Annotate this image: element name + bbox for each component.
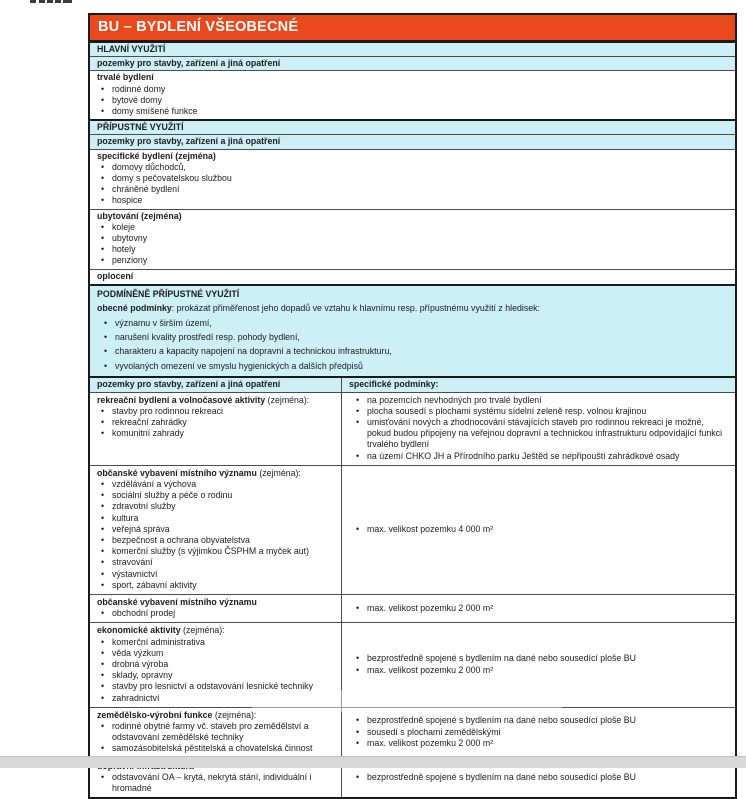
row-title-suffix: (zejména):: [265, 394, 310, 405]
list-item: [90, 84, 735, 95]
row-conditions-cell: [342, 466, 735, 594]
two-column-header-row: [90, 376, 735, 392]
table-row: [90, 623, 735, 707]
list-item-text: drobná výroba: [112, 658, 169, 669]
column-header-right: specifické podmínky:: [349, 379, 439, 390]
bullet-icon: •: [101, 83, 105, 94]
block-title: ubytování (zejména): [97, 210, 182, 221]
list-item: [342, 524, 735, 535]
row-title-suffix: (zejména):: [212, 709, 257, 720]
bullet-icon: •: [356, 394, 360, 405]
bullet-icon: •: [104, 346, 108, 357]
list-item-text: zahradnictví: [112, 692, 160, 703]
bullet-icon: •: [101, 557, 105, 568]
list-item: [90, 524, 341, 535]
bullet-icon: •: [101, 490, 105, 501]
row-conditions-cell: [342, 708, 735, 758]
bullet-icon: •: [101, 244, 105, 255]
zone-title: BU – BYDLENÍ VŠEOBECNÉ: [90, 15, 735, 42]
bullet-icon: •: [101, 579, 105, 590]
list-item: [90, 490, 341, 501]
table-row: [90, 393, 735, 466]
clipped-text-fragment: [30, 0, 72, 3]
list-item-text: sklady, opravny: [112, 670, 173, 681]
list-item: [90, 659, 341, 670]
land-use-regulation-table: [88, 13, 737, 799]
list-item: [342, 715, 735, 726]
list-item-text: komerční služby (s výjimkou ČSPHM a myček aut): [112, 546, 309, 557]
list-item-text: komunitní zahrady: [112, 428, 184, 439]
list-item-text: výstavnictví: [112, 568, 158, 579]
bullet-icon: •: [104, 332, 108, 343]
bullet-icon: •: [101, 546, 105, 557]
bullet-icon: •: [101, 106, 105, 117]
list-item-text: na území CHKO JH a Přírodního parku Ještěd se nepřipouští zahrádkové osady: [367, 450, 680, 461]
list-item-text: koleje: [112, 221, 135, 232]
list-item-text: zdravotní služby: [112, 501, 176, 512]
list-item: [90, 743, 341, 754]
bullet-icon: •: [101, 416, 105, 427]
bullet-icon: •: [101, 568, 105, 579]
list-item-text: stavby pro lesnictví a odstavování lesnické techniky: [112, 681, 313, 692]
bullet-icon: •: [356, 416, 360, 427]
list-item: [90, 162, 735, 173]
bullet-icon: •: [101, 405, 105, 416]
subheader-row: pozemky pro stavby, zařízení a jiná opatření: [90, 57, 735, 71]
list-item: [90, 173, 735, 184]
row-title-text: rekreační bydlení a volnočasové aktivity: [97, 394, 266, 405]
bullet-icon: •: [101, 658, 105, 669]
list-item: [342, 772, 735, 783]
list-item-text: chráněné bydlení: [112, 184, 180, 195]
conditional-header: PODMÍNĚNĚ PŘÍPUSTNÉ VYUŽITÍ: [97, 288, 240, 299]
list-item: [90, 693, 341, 704]
block-title: specifické bydlení (zejména): [97, 150, 216, 161]
row-title-suffix: (zejména):: [180, 625, 225, 636]
bullet-icon: •: [101, 233, 105, 244]
single-column-rows: [90, 41, 735, 377]
row-title: [90, 468, 341, 479]
list-item: [90, 648, 341, 659]
bullet-icon: •: [356, 653, 360, 664]
list-item-text: rodinné obytné farmy vč. staveb pro zemědělství a odstavování zemědělské techniky: [112, 720, 309, 743]
bullet-icon: •: [101, 771, 105, 782]
list-item-text: samozásobitelská pěstitelská a chovatelská činnost: [112, 743, 313, 754]
list-item-text: max. velikost pozemku 4 000 m²: [367, 523, 494, 534]
use-category-block: [90, 150, 735, 210]
list-item: [90, 417, 341, 428]
list-item: [90, 681, 341, 692]
list-item: [342, 451, 735, 462]
bullet-icon: •: [356, 602, 360, 613]
list-item-text: umisťování nových a zhodnocování stávajících staveb pro rodinnou rekreaci je možné, pokud budou připojeny na veřejnou dopravní a technickou infrastrukturu odpovídající funkci trvalého bydlení: [367, 416, 723, 450]
list-item: [90, 428, 341, 439]
bullet-icon: •: [356, 664, 360, 675]
use-category-block: [90, 210, 735, 270]
list-item: [90, 637, 341, 648]
list-item-text: bytové domy: [112, 94, 162, 105]
list-item: [90, 721, 341, 743]
list-item: [90, 344, 735, 358]
list-item-text: bezprostředně spojené s bydlením na dané nebo sousedící ploše BU: [367, 715, 636, 726]
list-item: [342, 665, 735, 676]
list-item: [90, 569, 341, 580]
list-item-text: domovy důchodců,: [112, 161, 186, 172]
bullet-icon: •: [101, 195, 105, 206]
row-title-suffix: (zejména):: [256, 467, 301, 478]
list-item: [90, 513, 341, 524]
bullet-icon: •: [101, 255, 105, 266]
list-item-text: sousedí s plochami zemědělskými: [367, 726, 501, 737]
list-item: [90, 195, 735, 206]
bullet-icon: •: [101, 184, 105, 195]
column-header-left: pozemky pro stavby, zařízení a jiná opatření: [90, 378, 342, 391]
bullet-icon: •: [101, 501, 105, 512]
list-item: [90, 106, 735, 117]
list-item: [90, 580, 341, 591]
bullet-icon: •: [101, 608, 105, 619]
list-item: [90, 406, 341, 417]
list-item-text: veřejná správa: [112, 523, 170, 534]
conditional-use-section: [90, 284, 735, 377]
list-item-text: domy smíšené funkce: [112, 106, 198, 117]
list-item: [90, 95, 735, 106]
list-item: [90, 244, 735, 255]
list-item-text: rodinné domy: [112, 83, 166, 94]
row-title: [90, 625, 341, 636]
row-title: [90, 395, 341, 406]
list-item-text: narušení kvality prostředí resp. pohody bydlení,: [115, 332, 300, 343]
list-item: [342, 738, 735, 749]
bullet-icon: •: [101, 534, 105, 545]
two-column-rows: [90, 393, 735, 798]
section-header-row: PŘÍPUSTNÉ VYUŽITÍ: [90, 119, 735, 135]
list-item: [90, 479, 341, 490]
table-row: [90, 466, 735, 595]
list-item: [90, 670, 341, 681]
list-item-text: hospice: [112, 195, 143, 206]
row-left-cell: [90, 466, 342, 594]
general-conditions-line: [90, 301, 735, 315]
list-item: [90, 535, 341, 546]
bullet-icon: •: [101, 681, 105, 692]
list-item-text: stravování: [112, 557, 153, 568]
row-left-cell: [90, 393, 342, 465]
list-item: [342, 406, 735, 417]
bullet-icon: •: [356, 523, 360, 534]
list-item-text: hotely: [112, 244, 136, 255]
row-title-text: občanské vybavení místního významu: [97, 467, 257, 478]
bullet-icon: •: [356, 771, 360, 782]
list-item: [342, 727, 735, 738]
list-item: [90, 557, 341, 568]
list-item-text: sociální služby a péče o rodinu: [112, 490, 233, 501]
bullet-icon: •: [101, 647, 105, 658]
use-category-block: [90, 270, 735, 285]
bullet-icon: •: [101, 636, 105, 647]
subheader-row: pozemky pro stavby, zařízení a jiná opatření: [90, 135, 735, 149]
list-item-text: ubytovny: [112, 233, 148, 244]
bullet-icon: •: [356, 405, 360, 416]
list-item-text: vyvolaných omezení ve smyslu hygienických a dalších předpisů: [115, 360, 363, 371]
list-item-text: plocha sousedí s plochami systému sídelní zeleně resp. volnou krajinou: [367, 405, 647, 416]
list-item: [342, 603, 735, 614]
row-title: [90, 710, 341, 721]
list-item-text: obchodní prodej: [112, 608, 176, 619]
row-title-text: občanské vybavení místního významu: [97, 596, 257, 607]
row-title-text: ekonomické aktivity: [97, 625, 181, 636]
use-category-block: [90, 71, 735, 120]
row-conditions-cell: [342, 393, 735, 465]
row-conditions-cell: [342, 623, 735, 706]
bullet-icon: •: [101, 221, 105, 232]
row-conditions-cell: [342, 595, 735, 622]
bullet-icon: •: [101, 173, 105, 184]
block-title: oplocení: [97, 270, 134, 281]
list-item-text: max. velikost pozemku 2 000 m²: [367, 664, 494, 675]
general-conditions-text: : prokázat přiměřenost jeho dopadů ve vztahu k hlavnímu resp. přípustnému využití z hledisek:: [171, 303, 540, 314]
list-item: [90, 222, 735, 233]
list-item: [90, 233, 735, 244]
list-item-text: max. velikost pozemku 2 000 m²: [367, 737, 494, 748]
bullet-icon: •: [356, 450, 360, 461]
row-title: [90, 597, 341, 608]
bullet-icon: •: [101, 161, 105, 172]
list-item-text: charakteru a kapacity napojení na dopravní a technickou infrastrukturu,: [115, 346, 392, 357]
bullet-icon: •: [101, 692, 105, 703]
list-item: [90, 184, 735, 195]
list-item-text: domy s pečovatelskou službou: [112, 173, 232, 184]
list-item: [342, 417, 735, 451]
row-title-text: zemědělsko-výrobní funkce: [97, 709, 213, 720]
list-item: [90, 546, 341, 557]
list-item: [90, 359, 735, 373]
list-item-text: penziony: [112, 255, 148, 266]
bullet-icon: •: [356, 726, 360, 737]
table-row: [90, 595, 735, 623]
list-item-text: bezprostředně spojené s bydlením na dané nebo sousedící ploše BU: [367, 653, 636, 664]
bullet-icon: •: [104, 360, 108, 371]
list-item: [90, 772, 341, 794]
list-item-text: věda výzkum: [112, 647, 164, 658]
bullet-icon: •: [101, 478, 105, 489]
row-left-cell: [90, 708, 342, 758]
list-item: [342, 653, 735, 664]
section-header-row: HLAVNÍ VYUŽITÍ: [90, 41, 735, 57]
row-left-cell: [90, 595, 342, 622]
list-item-text: vzdělávání a výchova: [112, 478, 197, 489]
bullet-icon: •: [101, 428, 105, 439]
bullet-icon: •: [101, 670, 105, 681]
list-item: [90, 316, 735, 330]
list-item: [90, 255, 735, 266]
list-item-text: kultura: [112, 512, 139, 523]
bullet-icon: •: [101, 94, 105, 105]
list-item-text: bezprostředně spojené s bydlením na dané nebo sousedící ploše BU: [367, 771, 636, 782]
list-item-text: odstavování OA – krytá, nekrytá stání, individuální i hromadné: [112, 771, 312, 793]
bullet-icon: •: [356, 715, 360, 726]
table-row: [90, 708, 735, 759]
bullet-icon: •: [101, 512, 105, 523]
list-item-text: bezpečnost a ochrana obyvatelstva: [112, 534, 250, 545]
list-item-text: stavby pro rodinnou rekreaci: [112, 405, 223, 416]
bullet-icon: •: [104, 317, 108, 328]
general-conditions-label: obecné podmínky: [97, 303, 172, 314]
list-item-text: komerční administrativa: [112, 636, 205, 647]
list-item: [342, 395, 735, 406]
list-item: [90, 330, 735, 344]
bottom-scrollbar[interactable]: [0, 756, 746, 768]
bullet-icon: •: [101, 523, 105, 534]
list-item: [90, 501, 341, 512]
bullet-icon: •: [356, 737, 360, 748]
list-item-text: max. velikost pozemku 2 000 m²: [367, 602, 494, 613]
list-item-text: na pozemcích nevhodných pro trvalé bydlení: [367, 394, 542, 405]
bullet-icon: •: [101, 743, 105, 754]
bullet-icon: •: [101, 720, 105, 731]
list-item-text: rekreační zahrádky: [112, 416, 187, 427]
block-title: trvalé bydlení: [97, 72, 154, 83]
row-left-cell: [90, 623, 342, 706]
list-item: [90, 608, 341, 619]
list-item-text: významu v širším území,: [115, 317, 212, 328]
list-item-text: sport, zábavní aktivity: [112, 579, 197, 590]
